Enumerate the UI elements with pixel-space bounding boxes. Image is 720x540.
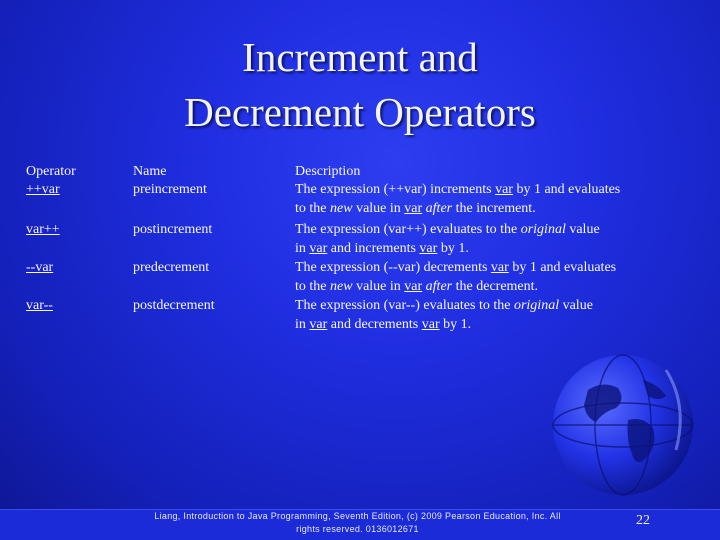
name-postdecrement: postdecrement xyxy=(133,298,215,313)
header-operator: Operator xyxy=(26,164,76,179)
footer-line-2: rights reserved. 0136012671 xyxy=(296,524,419,534)
page-number: 22 xyxy=(636,513,650,528)
description-line: in var and increments var by 1. xyxy=(295,241,469,256)
operator-preincrement: ++var xyxy=(26,182,60,197)
name-preincrement: preincrement xyxy=(133,182,207,197)
description-line: The expression (var++) evaluates to the original value xyxy=(295,222,600,237)
footer-citation xyxy=(130,510,585,536)
description-line: The expression (++var) increments var by 1 and evaluates xyxy=(295,182,621,197)
title-line-1: Increment and xyxy=(242,34,478,80)
title-line-2: Decrement Operators xyxy=(184,89,536,135)
header-description: Description xyxy=(295,164,361,179)
operator-postincrement: var++ xyxy=(26,222,60,237)
description-line: to the new value in var after the decrement. xyxy=(295,279,539,294)
footer-line-1: Liang, Introduction to Java Programming, Seventh Edition, (c) 2009 Pearson Education, Inc. All xyxy=(154,511,561,521)
slide-title xyxy=(0,30,720,140)
description-line: The expression (--var) decrements var by 1 and evaluates xyxy=(295,260,617,275)
header-name: Name xyxy=(133,164,167,179)
description-line: The expression (var--) evaluates to the original value xyxy=(295,298,593,313)
name-postincrement: postincrement xyxy=(133,222,213,237)
operator-predecrement: --var xyxy=(26,260,54,275)
name-predecrement: predecrement xyxy=(133,260,210,275)
description-line: in var and decrements var by 1. xyxy=(295,317,472,332)
globe-icon xyxy=(548,350,698,500)
description-line: to the new value in var after the increment. xyxy=(295,201,536,216)
operator-postdecrement: var-- xyxy=(26,298,53,313)
